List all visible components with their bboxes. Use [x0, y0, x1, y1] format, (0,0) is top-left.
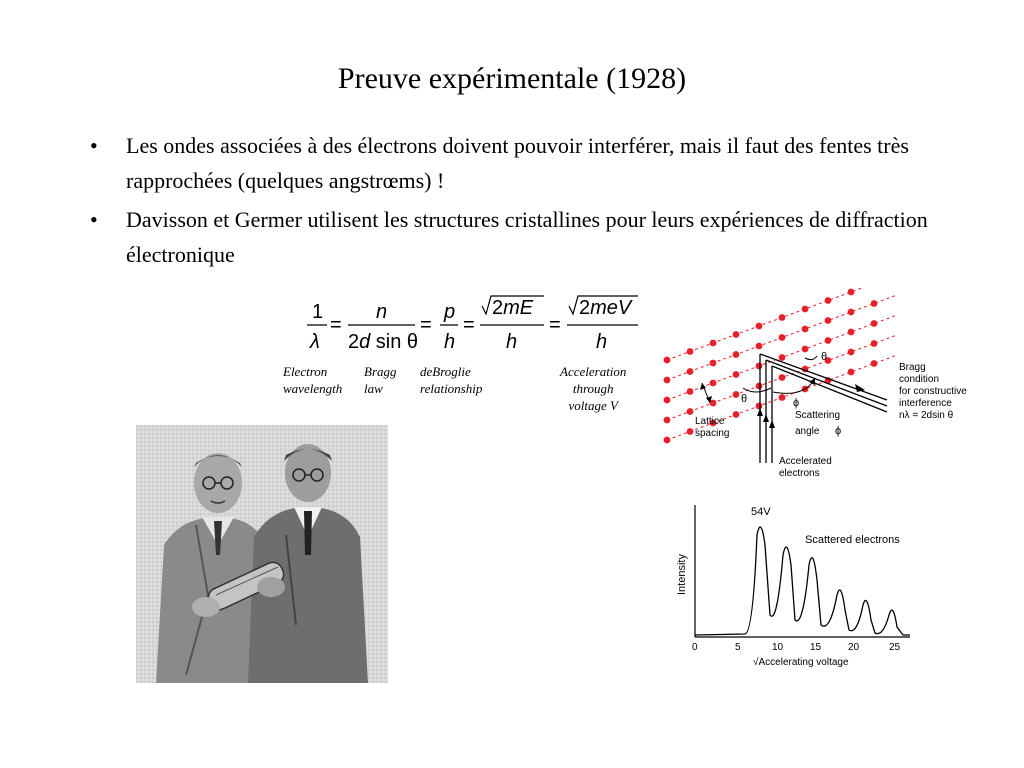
- lattice-atom: [710, 360, 717, 367]
- lattice-atom: [825, 337, 832, 344]
- lattice-atom: [733, 371, 740, 378]
- bragg-text: for constructive: [899, 386, 967, 397]
- lattice-atom: [687, 348, 694, 355]
- accelerated-label: Accelerated: [779, 456, 832, 467]
- label-line: through: [572, 381, 614, 396]
- svg-text:2meV: 2meV: [579, 297, 632, 319]
- lattice-atom: [848, 289, 855, 296]
- label-line: relationship: [420, 381, 483, 396]
- lattice-atom: [802, 326, 809, 333]
- x-axis-label: √Accelerating voltage: [753, 657, 849, 668]
- lattice-atom: [733, 411, 740, 418]
- label-line: Electron: [283, 364, 328, 379]
- svg-text:n: n: [376, 301, 388, 323]
- svg-text:h: h: [506, 331, 518, 353]
- bullet-marker: •: [90, 207, 98, 232]
- bullet-item: [82, 202, 942, 272]
- bragg-formula: nλ = 2dsin θ: [899, 410, 954, 421]
- lattice-label: spacing: [695, 428, 730, 439]
- bullet-marker: •: [90, 133, 98, 158]
- x-tick: 0: [692, 642, 698, 653]
- bragg-text: Bragg: [899, 362, 926, 373]
- lattice-atom: [664, 397, 671, 404]
- scattering-label: angle: [795, 426, 820, 437]
- lattice-atom: [664, 377, 671, 384]
- davisson-germer-photo: [136, 425, 388, 683]
- bullet-text: Les ondes associées à des électrons doivent pouvoir interférer, mais il faut des fentes très rapprochées (quelques angstrœms) !: [126, 133, 909, 193]
- x-tick: 15: [810, 642, 822, 653]
- phi-symbol-label: ϕ: [835, 425, 842, 437]
- bragg-diffraction-diagram: [655, 288, 995, 488]
- label-line: Bragg: [364, 364, 397, 379]
- lattice-atom: [871, 320, 878, 327]
- label-line: Acceleration: [560, 364, 627, 379]
- label-bragg-law: [364, 363, 397, 397]
- lattice-atom: [825, 297, 832, 304]
- label-debroglie: [420, 363, 482, 397]
- svg-text:2mE: 2mE: [492, 297, 534, 319]
- bragg-svg: [655, 288, 995, 488]
- label-line: voltage V: [568, 398, 618, 413]
- incident-beams: [760, 354, 772, 463]
- lattice-atom: [756, 363, 763, 370]
- x-tick: 20: [848, 642, 860, 653]
- x-tick: 25: [889, 642, 901, 653]
- label-line: deBroglie: [420, 364, 471, 379]
- lattice-atom: [848, 369, 855, 376]
- phi-symbol: ϕ: [793, 397, 800, 409]
- lattice-atom: [733, 331, 740, 338]
- lattice-atom: [756, 323, 763, 330]
- portrait-image: [136, 425, 388, 683]
- svg-text:=: =: [420, 314, 432, 336]
- lattice-atom: [756, 343, 763, 350]
- lattice-atom: [871, 300, 878, 307]
- x-tick: 5: [735, 642, 741, 653]
- lattice-atom: [848, 349, 855, 356]
- lattice-atom: [871, 360, 878, 367]
- y-axis-label: Intensity: [676, 554, 688, 595]
- lattice-atom: [664, 417, 671, 424]
- lattice-atom: [664, 357, 671, 364]
- bullet-text: Davisson et Germer utilisent les structures cristallines pour leurs expériences de diffraction électronique: [126, 207, 928, 267]
- lattice-atom: [779, 374, 786, 381]
- slide-title: Preuve expérimentale (1928): [337, 62, 687, 95]
- lattice-label: Lattice: [695, 416, 725, 427]
- label-line: law: [364, 381, 383, 396]
- lattice-atom: [848, 329, 855, 336]
- svg-text:=: =: [330, 314, 342, 336]
- label-electron-wavelength: [283, 363, 342, 397]
- intensity-svg: [665, 495, 940, 675]
- label-acceleration: [560, 363, 626, 414]
- lattice-atom: [687, 388, 694, 395]
- lattice-atom: [779, 354, 786, 361]
- svg-text:p: p: [444, 301, 456, 323]
- svg-text:h: h: [444, 331, 456, 353]
- lattice-atom: [779, 394, 786, 401]
- bullet-item: [82, 128, 942, 198]
- lattice-atom: [733, 351, 740, 358]
- svg-text:h: h: [596, 331, 608, 353]
- bullet-list: [82, 128, 942, 276]
- lattice-atom: [710, 380, 717, 387]
- svg-text:λ: λ: [310, 331, 320, 353]
- peak-label: 54V: [751, 506, 771, 518]
- lattice-atom: [848, 309, 855, 316]
- label-line: wavelength: [283, 381, 343, 396]
- lattice-atom: [779, 314, 786, 321]
- lattice-atom: [733, 391, 740, 398]
- lattice-atom: [664, 437, 671, 444]
- svg-text:2d sin θ: 2d sin θ: [348, 331, 419, 353]
- bragg-text: interference: [899, 398, 952, 409]
- lattice-atom: [871, 340, 878, 347]
- lattice-atom: [756, 383, 763, 390]
- lattice-plane: [667, 288, 897, 360]
- scattering-label: Scattering: [795, 410, 841, 421]
- lattice-atom: [779, 334, 786, 341]
- scattered-intensity-plot: [665, 495, 940, 675]
- lattice-atom: [710, 340, 717, 347]
- lattice-atom: [687, 368, 694, 375]
- theta-symbol: θ: [741, 393, 748, 405]
- theta-symbol-top: θ: [821, 351, 828, 363]
- accelerated-label: electrons: [779, 468, 820, 479]
- lattice-atom: [802, 306, 809, 313]
- lattice-atom: [687, 408, 694, 415]
- lattice-atom: [756, 403, 763, 410]
- lattice-atom: [802, 346, 809, 353]
- lattice-atom: [687, 428, 694, 435]
- series-label: Scattered electrons: [805, 534, 900, 546]
- svg-text:=: =: [549, 314, 561, 336]
- equation-formula: [280, 290, 650, 370]
- x-tick-labels: [692, 642, 901, 653]
- svg-text:=: =: [463, 314, 475, 336]
- x-tick: 10: [772, 642, 784, 653]
- bragg-text: condition: [899, 374, 940, 385]
- debroglie-equation: [280, 290, 650, 420]
- lattice-atom: [825, 317, 832, 324]
- svg-text:1: 1: [312, 301, 324, 323]
